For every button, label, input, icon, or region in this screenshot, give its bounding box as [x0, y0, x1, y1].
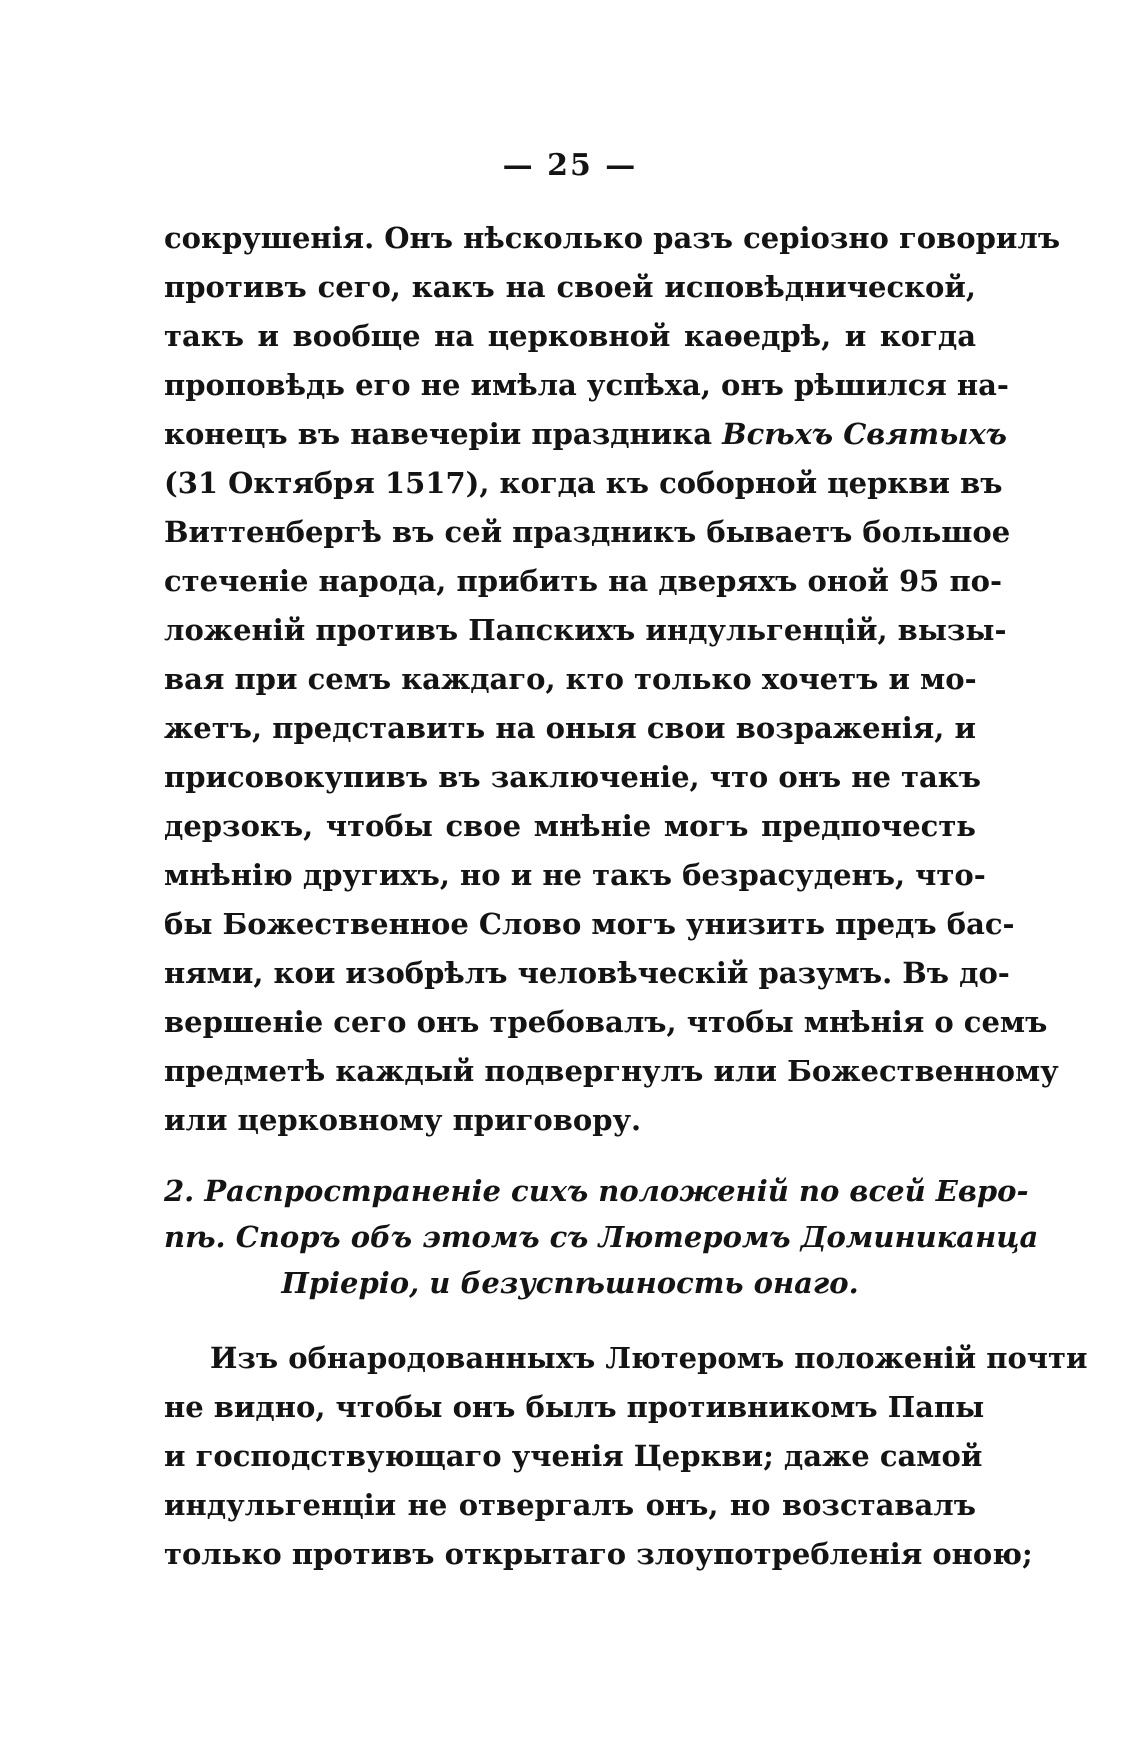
text-line: такъ и вообще на церковной каѳедрѣ, и когда — [164, 319, 976, 353]
paragraph-2 — [164, 1334, 1088, 1579]
text-line: вая при семъ каждаго, кто только хочетъ и мо- — [164, 662, 977, 696]
page-number: — 25 — — [502, 148, 638, 183]
text-line: (31 Октября 1517), когда къ соборной церкви въ — [164, 466, 1003, 500]
text-segment: конецъ въ навечеріи праздника — [164, 417, 713, 451]
text-line: сокрушенія. Онъ нѣсколько разъ серіозно говорилъ — [164, 221, 1061, 255]
section-heading — [164, 1168, 1039, 1306]
text-line: Виттенбергѣ въ сей праздникъ бываетъ большое — [164, 515, 1011, 549]
text-line: дерзокъ, чтобы свое мнѣніе могъ предпочесть — [164, 809, 976, 843]
text-line: ложеній противъ Папскихъ индульгенцій, вызы- — [164, 613, 1007, 647]
heading-line: пѣ. Споръ объ этомъ съ Лютеромъ Доминиканца — [164, 1220, 1039, 1254]
text-line: или церковному приговору. — [164, 1103, 642, 1137]
italic-phrase: Всѣхъ Святыхъ — [722, 417, 1007, 451]
text-line: и господствующаго ученія Церкви; даже самой — [164, 1439, 983, 1473]
heading-line: Пріеріо, и безуспѣшность онаго. — [281, 1266, 859, 1300]
text-line: вершеніе сего онъ требовалъ, чтобы мнѣнія о семъ — [164, 1005, 1048, 1039]
text-line: противъ сего, какъ на своей исповѣднической, — [164, 270, 976, 304]
text-line: нями, кои изобрѣлъ человѣческій разумъ. Въ до- — [164, 956, 1010, 990]
heading-line: 2. Распространеніе сихъ положеній по всей Евро- — [164, 1174, 1029, 1208]
text-line: индульгенціи не отвергалъ онъ, но возставалъ — [164, 1488, 976, 1522]
text-line: не видно, чтобы онъ былъ противникомъ Папы — [164, 1390, 985, 1424]
paragraph-1 — [164, 214, 1061, 1145]
text-line: присовокупивъ въ заключеніе, что онъ не такъ — [164, 760, 981, 794]
text-line: стеченіе народа, прибить на дверяхъ оной 95 по- — [164, 564, 1003, 598]
text-line: только противъ открытаго злоупотребленія оною; — [164, 1537, 1033, 1571]
text-line: проповѣдь его не имѣла успѣха, онъ рѣшился на- — [164, 368, 1009, 402]
text-line-with-italic — [164, 410, 1007, 459]
text-line: предметѣ каждый подвергнулъ или Божественному — [164, 1054, 1059, 1088]
text-line: мнѣнію другихъ, но и не такъ безрасуденъ, что- — [164, 858, 986, 892]
text-line: жетъ, представить на оныя свои возраженія, и — [164, 711, 976, 745]
text-line: Изъ обнародованныхъ Лютеромъ положеній почти — [210, 1341, 1088, 1375]
text-line: бы Божественное Слово могъ унизить предъ бас- — [164, 907, 1015, 941]
